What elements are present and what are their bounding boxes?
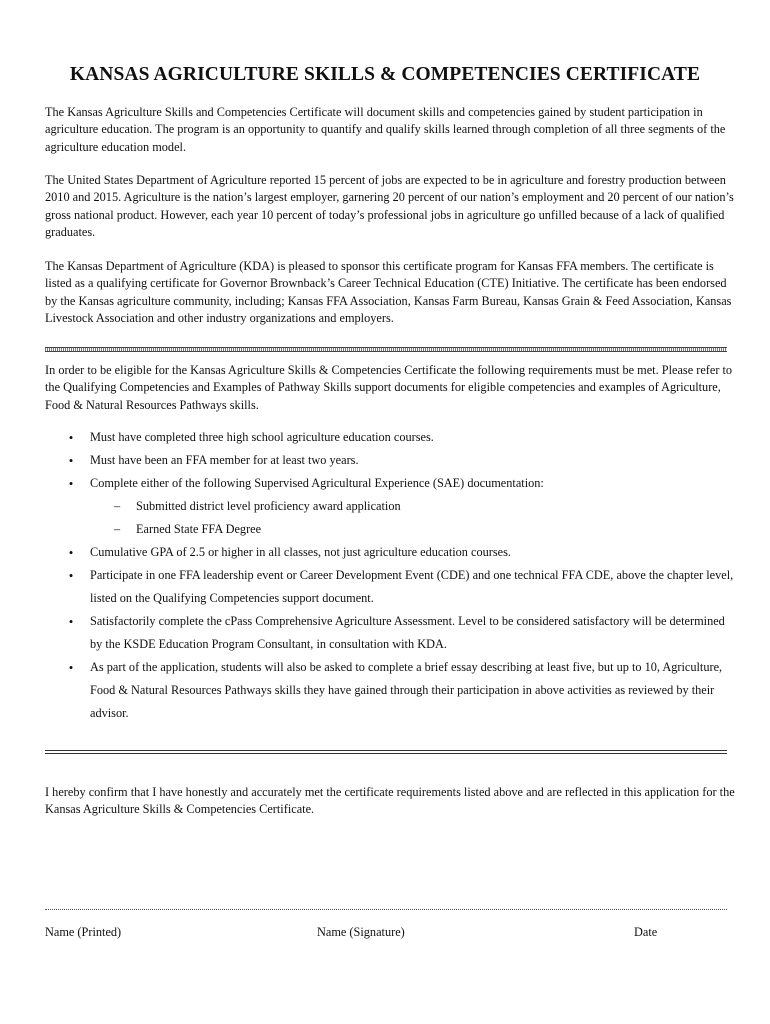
requirement-item — [45, 426, 735, 449]
sae-option-text: Submitted district level proficiency award application — [136, 499, 401, 513]
bullet-icon: • — [68, 430, 74, 445]
date-label: Date — [634, 925, 658, 939]
sae-option-item — [45, 518, 735, 541]
bullet-icon: • — [68, 476, 74, 491]
kda-paragraph: The Kansas Department of Agriculture (KDA) is pleased to sponsor this certificate program for Kansas FFA members. The certificate is listed as a qualifying certificate for Governor Brownback’s Career Technical Education (CTE) Initiative. The certificate has been endorsed by the Kansas agriculture community, including; Kansas FFA Association, Kansas Farm Bureau, Kansas Grain & Feed Association, Kansas Livestock Association and other industry organizations and employers. — [45, 259, 732, 326]
requirement-item — [45, 610, 735, 656]
requirement-item — [45, 472, 735, 495]
bullet-icon: • — [68, 453, 74, 468]
requirement-text: As part of the application, students will also be asked to complete a brief essay describing at least five, but up to 10, Agriculture, Food & Natural Resources Pathways skills they have gained through their participation in above activities as reviewed by their advisor. — [90, 660, 723, 720]
section-divider — [45, 347, 727, 352]
intro-paragraph: The Kansas Agriculture Skills and Competencies Certificate will document skills and competencies gained by student participation in agriculture education. The program is an opportunity to quantify and qualify skills learned through completion of all three segments of the agriculture education model. — [45, 105, 726, 154]
name-signature-label: Name (Signature) — [317, 925, 405, 939]
requirements-list — [45, 426, 735, 725]
requirement-item — [45, 656, 735, 725]
requirements-intro: In order to be eligible for the Kansas Agriculture Skills & Competencies Certificate the following requirements must be met. Please refer to the Qualifying Competencies and Examples of Pathway Skills support documents for eligible competencies and examples of Agriculture, Food & Natural Resources Pathways skills. — [45, 363, 733, 412]
requirement-text: Must have been an FFA member for at least two years. — [90, 453, 359, 467]
dash-icon: – — [114, 522, 121, 536]
requirement-text: Complete either of the following Supervised Agricultural Experience (SAE) documentation: — [90, 476, 544, 490]
sae-option-text: Earned State FFA Degree — [136, 522, 262, 536]
bullet-icon: • — [68, 545, 74, 560]
requirement-text: Satisfactorily complete the cPass Comprehensive Agriculture Assessment. Level to be considered satisfactory will be determined by the KSDE Education Program Consultant, in consultation with KDA. — [90, 614, 725, 651]
name-printed-label: Name (Printed) — [45, 925, 122, 939]
requirement-item — [45, 541, 735, 564]
requirement-text: Participate in one FFA leadership event or Career Development Event (CDE) and one technical FFA CDE, above the chapter level, listed on the Qualifying Competencies support document. — [90, 568, 734, 605]
dash-icon: – — [114, 499, 121, 513]
bullet-icon: • — [68, 660, 74, 675]
bullet-icon: • — [68, 614, 74, 629]
requirement-item — [45, 564, 735, 610]
section-divider — [45, 750, 727, 754]
bullet-icon: • — [68, 568, 74, 583]
sae-option-item — [45, 495, 735, 518]
document-title: KANSAS AGRICULTURE SKILLS & COMPETENCIES CERTIFICATE — [69, 64, 701, 85]
requirement-text: Cumulative GPA of 2.5 or higher in all classes, not just agriculture education courses. — [90, 545, 511, 559]
confirmation-statement: I hereby confirm that I have honestly and accurately met the certificate requirements listed above and are reflected in this application for the Kansas Agriculture Skills & Competencies Certificate. — [45, 785, 735, 817]
requirement-item — [45, 449, 735, 472]
requirement-text: Must have completed three high school agriculture education courses. — [90, 430, 434, 444]
usda-paragraph: The United States Department of Agriculture reported 15 percent of jobs are expected to be in agriculture and forestry production between 2010 and 2015. Agriculture is the nation’s largest employer, garnering 20 percent of our nation’s employment and 20 percent of our nation’s gross national product. However, each year 10 percent of today’s professional jobs in agriculture go unfilled because of a lack of qualified graduates. — [45, 173, 734, 240]
signature-line[interactable] — [45, 909, 727, 910]
